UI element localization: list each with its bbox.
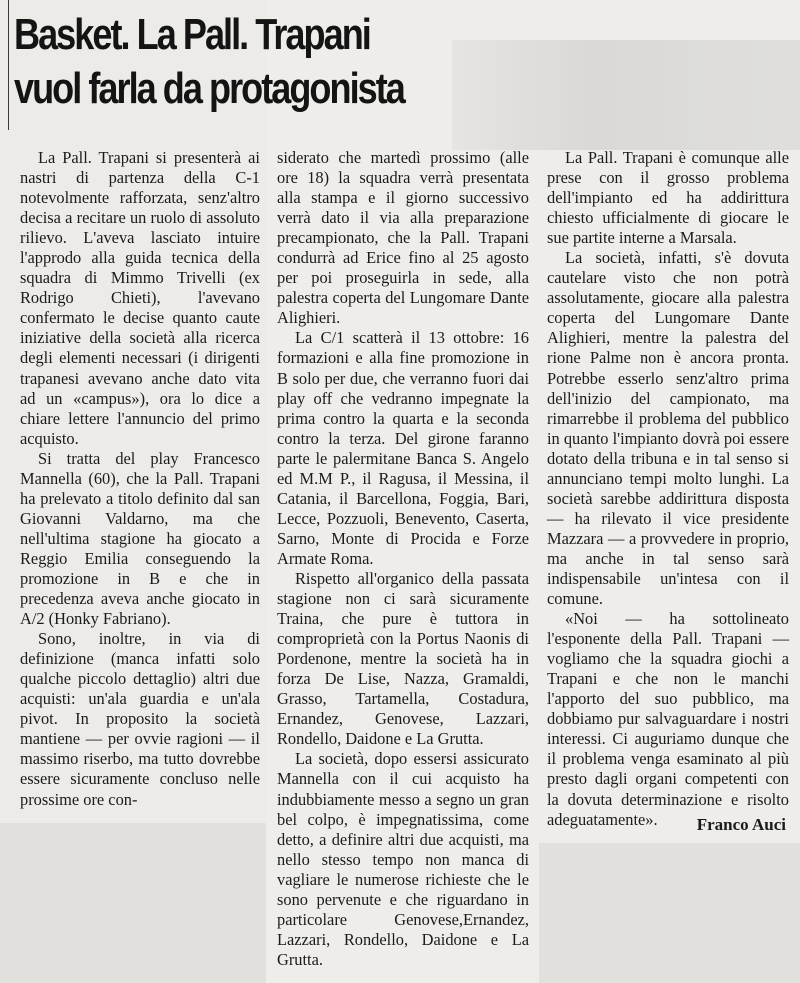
headline-line-1: Basket. La Pall. Trapani (14, 10, 370, 59)
article-column-2 (277, 148, 529, 970)
author-byline: Franco Auci (696, 815, 786, 834)
paragraph-continuation: siderato che martedì prossimo (alle ore 18) la squadra verrà presentata alla stampa e il giorno successivo verrà dato il via alla preparazione precampionato, che la Pall. Trapani condurrà ad Erice fino al 25 agosto per poi proseguirla in sede, alla palestra coperta del Lungomare Dante Alighieri. (277, 148, 529, 328)
paragraph: La società, dopo essersi assicurato Mannella con il cui acquisto ha indubbiamente messo a segno un gran bel colpo, è impegnatissima, come detto, a definire altri due acquisti, ma nello stesso tempo non manca di vagliare le numerose richieste che le sono pervenute e che riguardano in particolare Genovese,Ernandez, Lazzari, Rondello, Daidone e La Grutta. (277, 749, 529, 969)
headline-line-2: vuol farla da protagonista (14, 64, 404, 113)
column-rule (8, 0, 9, 130)
article-column-1 (20, 148, 260, 810)
paragraph: La Pall. Trapani si presenterà ai nastri di partenza della C-1 notevolmente rafforzata, senz'altro decisa a recitare un ruolo di assoluto rilievo. L'aveva lasciato intuire l'approdo alla guida tecnica della squadra di Mimmo Trivelli (ex Rodrigo Chieti), l'avevano confermato le decise quanto caute iniziative della società alla ricerca degli elementi necessari (i dirigenti trapanesi avevano anche dato vita ad un «campus»), ora lo dice a chiare lettere l'annuncio del primo acquisto. (20, 148, 260, 448)
headline (14, 8, 424, 116)
paragraph: Rispetto all'organico della passata stagione non ci sarà sicuramente Traina, che pure è tuttora in comproprietà con la Portus Naonis di Pordenone, mentre la società ha in forza De Lise, Nazza, Gramaldi, Grasso, Tartamella, Costadura, Ernandez, Genovese, Lazzari, Rondello, Daidone e La Grutta. (277, 568, 529, 749)
article-column-3 (547, 148, 789, 830)
paragraph: La Pall. Trapani è comunque alle prese con il grosso problema dell'impianto ed ha addirittura chiesto ufficialmente di giocare le sue partite interne a Marsala. (547, 148, 789, 248)
adjacent-article-ghost (452, 40, 800, 150)
paragraph: Si tratta del play Francesco Mannella (60), che la Pall. Trapani ha prelevato a titolo definito dal san Giovanni Valdarno, ma che nell'ultima stagione ha giocato a Reggio Emilia conseguendo la promozione in B e che in precedenza aveva anche giocato in A/2 (Honky Fabriano). (20, 448, 260, 629)
paragraph: La società, infatti, s'è dovuta cautelare visto che non potrà assolutamente, giocare alla palestra coperta del Lungomare Dante Alighieri, mentre la palestra del rione Palme non è ancora pronta. Potrebbe esserlo senz'altro prima dell'inizio del campionato, ma rimarrebbe il problema del pubblico in quanto l'impianto dovrà poi essere dotato della tribuna e in tal senso si annunciano tempi molto lunghi. La società sarebbe addirittura disposta — ha rilevato il vice presidente Mazzara — a provvedere in proprio, ma anche in tal senso sarà indispensabile un'intesa con il comune. (547, 248, 789, 609)
paragraph: Sono, inoltre, in via di definizione (manca infatti solo qualche piccolo dettaglio) altri due acquisti: un'ala guardia e un'ala pivot. In proposito la società mantiene — per ovvie ragioni — il massimo riserbo, ma tutto dovrebbe essere sicuramente concluso nelle prossime ore con- (20, 629, 260, 809)
paragraph: «Noi — ha sottolineato l'esponente della Pall. Trapani — vogliamo che la squadra giochi a Trapani e che non le manchi l'apporto del suo pubblico, ma dobbiamo pur salvaguardare i nostri interessi. Ci auguriamo dunque che il problema venga esaminato al più presto dagli organi competenti con la dovuta determinazione e risolto adeguatamente». (547, 609, 789, 829)
paragraph: La C/1 scatterà il 13 ottobre: 16 formazioni e alla fine promozione in B solo per due, che verranno fuori dai play off che vedranno impegnate la prima contro la quarta e la seconda contro la terza. Del girone faranno parte le palermitane Banca S. Angelo ed M.M P., il Ragusa, il Messina, il Catania, il Barcellona, Foggia, Bari, Lecce, Pozzuoli, Benevento, Caserta, Sarno, Monte di Procida e Forze Armate Roma. (277, 328, 529, 568)
